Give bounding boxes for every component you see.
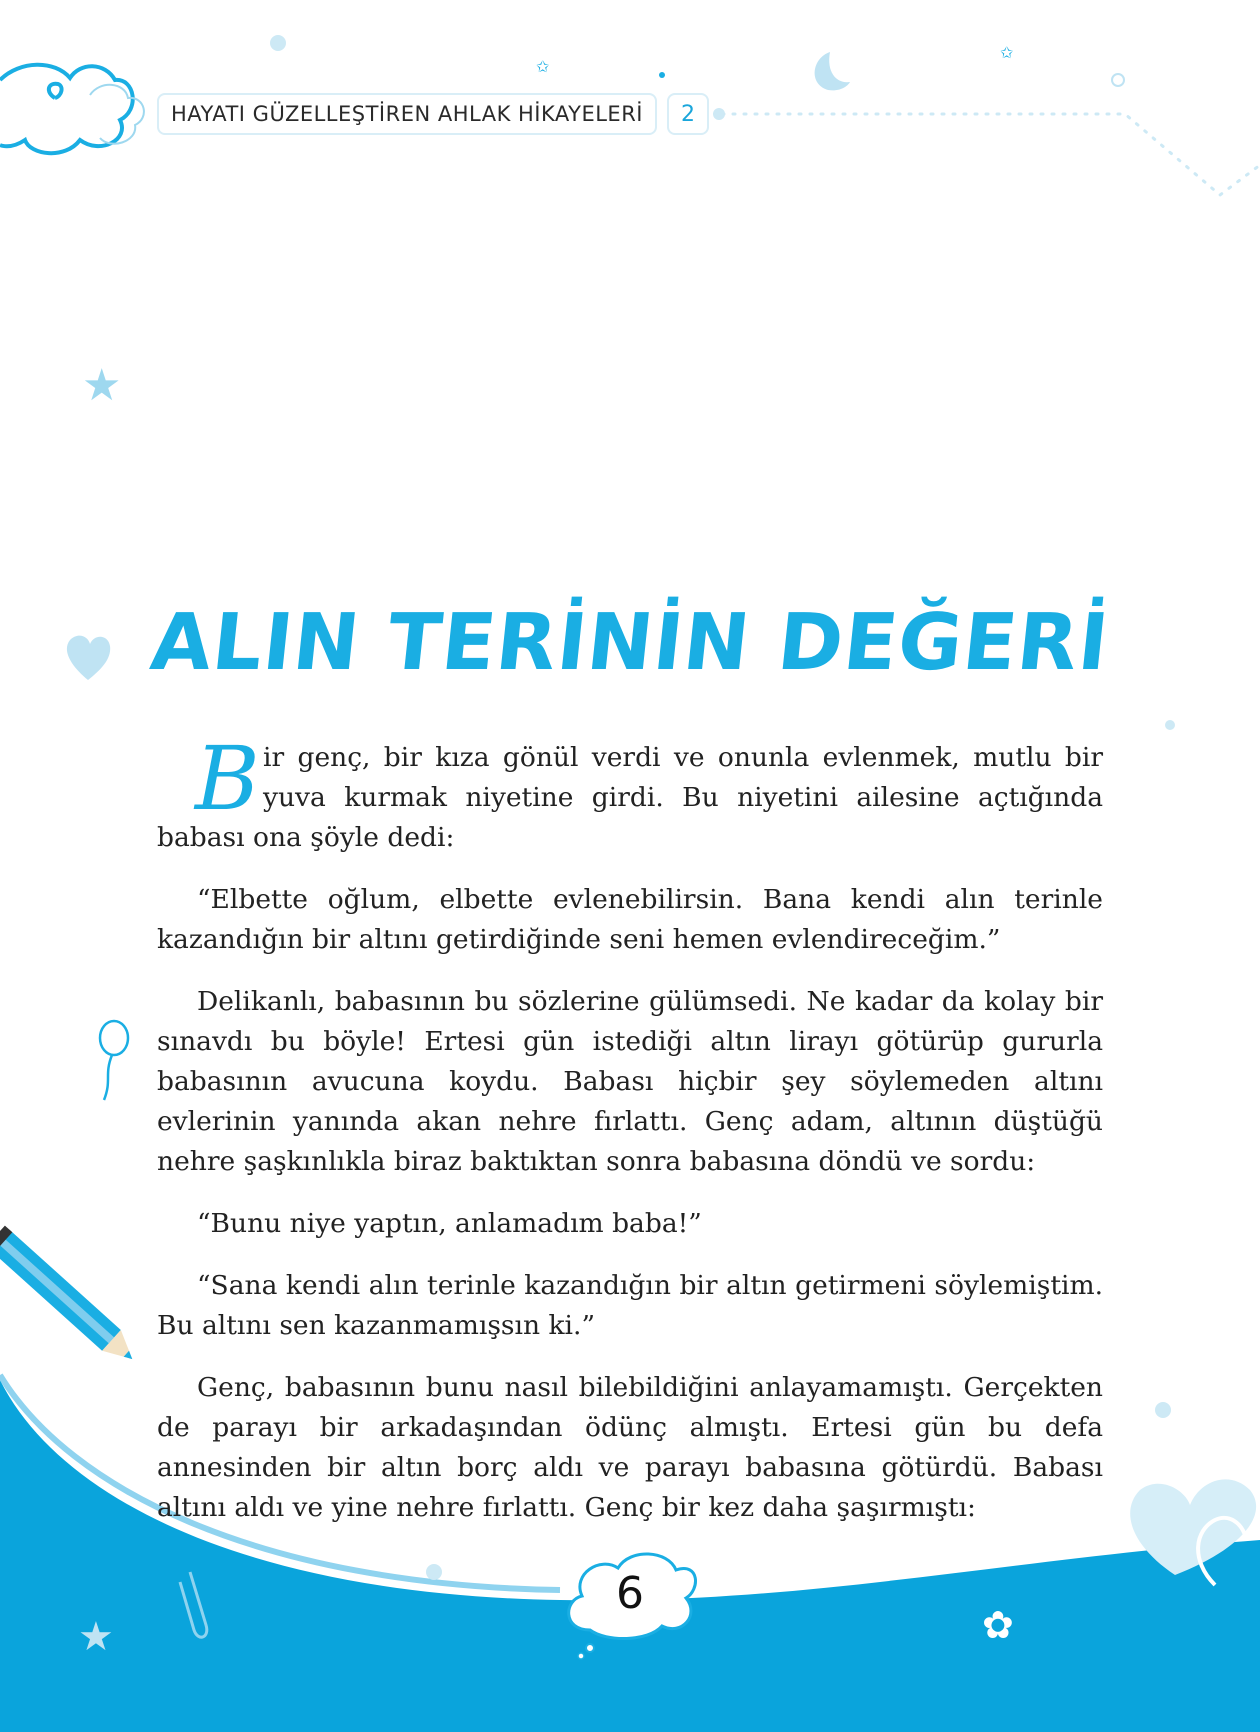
bubble-icon xyxy=(586,1644,594,1652)
star-icon: ★ xyxy=(78,1614,114,1660)
paragraph: Delikanlı, babasının bu sözlerine gülümsedi. Ne kadar da kolay bir sınavdı bu böyle! Ertesi gün istediği altın lirayı götürüp gururla babasının avucuna koydu. Babası hiçbir şey söylemeden altını evlerinin yanında akan nehre fırlattı. Genç adam, altının düştüğü nehre şaşkınlıkla biraz baktıktan sonra babasına döndü ve sordu: xyxy=(157,986,1103,1177)
dot-icon xyxy=(270,35,286,51)
pencil-icon xyxy=(0,1226,142,1370)
bubble-icon xyxy=(578,1653,584,1659)
dot-icon xyxy=(659,72,665,78)
volume-number: 2 xyxy=(681,101,695,127)
ring-icon xyxy=(1112,74,1124,86)
cloud-icon xyxy=(0,65,133,153)
star-icon: ★ xyxy=(82,360,122,411)
series-title: HAYATI GÜZELLEŞTİREN AHLAK HİKAYELERİ xyxy=(171,102,643,126)
paragraph: Genç, babasının bunu nasıl bilebildiğini anlayamamıştı. Gerçekten de parayı bir arkadaşından ödünç almıştı. Ertesi gün bu defa annesinden bir altın borç aldı ve parayı babasına götürdü. Babası altını aldı ve yine nehre fırlattı. Genç bir kez daha şaşırmıştı: xyxy=(157,1372,1103,1523)
paragraph xyxy=(157,727,1103,858)
star-small-icon: ✩ xyxy=(1000,43,1014,62)
cloud-outline-icon xyxy=(90,85,144,144)
dot-icon xyxy=(713,108,725,120)
drop-cap: B xyxy=(195,727,260,830)
paragraph-text: ir genç, bir kıza gönül verdi ve onunla evlenmek, mutlu bir yuva kurmak niyetine girdi. Bu niyetini ailesine açtığında babası ona şöyle dedi: xyxy=(157,742,1103,853)
paragraph: “Sana kendi alın terinle kazandığın bir altın getirmeni söylemiştim. Bu altını sen kazanmamışsın ki.” xyxy=(157,1270,1103,1341)
volume-number-box xyxy=(667,93,709,135)
story-title: ALIN TERİNİN DEĞERİ xyxy=(146,598,1114,688)
flower-icon: ✿ xyxy=(982,1603,1014,1647)
paragraph: “Elbette oğlum, elbette evlenebilirsin. Bana kendi alın terinle kazandığın bir altını getirdiğinde seni hemen evlendireceğim.” xyxy=(157,884,1103,955)
dotted-line xyxy=(722,114,1260,195)
dot-icon xyxy=(1155,1402,1171,1418)
dot-icon xyxy=(1165,720,1175,730)
balloon-icon xyxy=(100,1021,128,1100)
heart-icon xyxy=(67,636,110,680)
moon-icon xyxy=(815,52,850,90)
paragraph: “Bunu niye yaptın, anlamadım baba!” xyxy=(197,1208,702,1239)
page-number: 6 xyxy=(616,1568,644,1619)
series-title-box xyxy=(157,93,657,135)
story-body xyxy=(157,727,1103,1550)
dot-icon xyxy=(426,1564,442,1580)
star-small-icon: ✩ xyxy=(536,57,550,76)
